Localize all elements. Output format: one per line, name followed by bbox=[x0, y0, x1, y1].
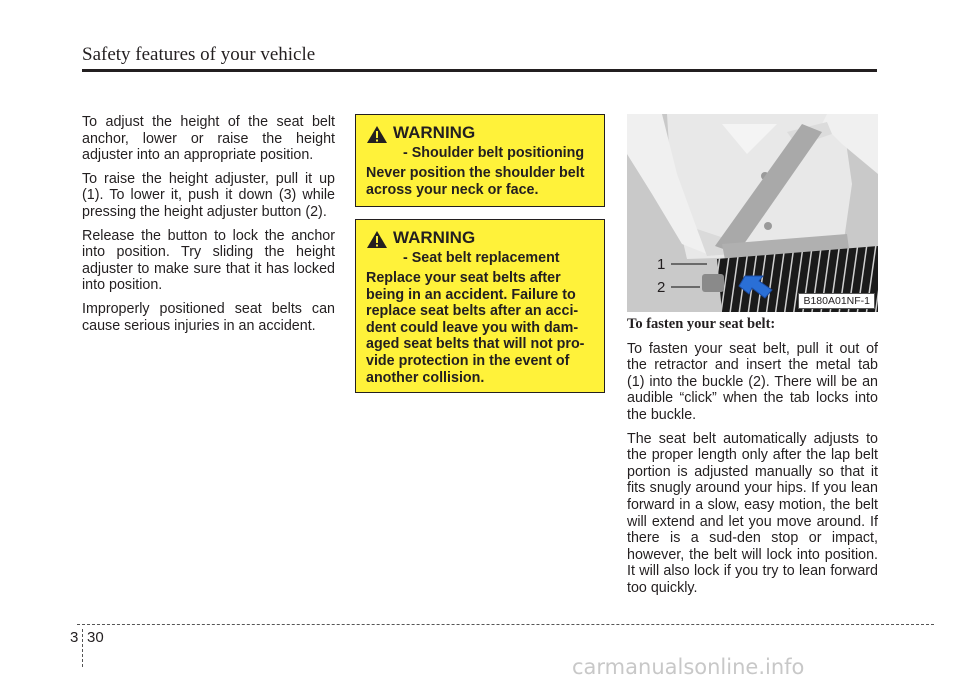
seat-belt-illustration bbox=[627, 114, 878, 312]
paragraph: To adjust the height of the seat belt anchor, lower or raise the height adjuster into an appropriate position. bbox=[82, 114, 335, 164]
callout-2-label: 2 bbox=[657, 279, 666, 296]
warning-header bbox=[366, 228, 595, 250]
section-number: 3 bbox=[70, 629, 79, 646]
warning-body: Replace your seat belts after being in an accident. Failure to replace seat belts after an acci-dent could leave you with dam-aged seat belts that will not pro-vide protection in the event of another collision. bbox=[366, 270, 585, 386]
subheading: To fasten your seat belt: bbox=[627, 316, 776, 332]
page-header-title: Safety features of your vehicle bbox=[82, 44, 316, 65]
warning-title: WARNING bbox=[393, 123, 476, 142]
callout-1-label: 1 bbox=[657, 256, 666, 273]
warning-triangle-icon bbox=[367, 231, 387, 248]
watermark: carmanualsonline.info bbox=[572, 655, 805, 679]
illustration-code: B180A01NF-1 bbox=[798, 293, 875, 309]
warning-box-belt-replacement bbox=[355, 219, 605, 393]
left-column bbox=[82, 114, 335, 341]
footer-rule bbox=[77, 624, 934, 625]
warning-title: WARNING bbox=[393, 228, 476, 247]
paragraph: To raise the height adjuster, pull it up (1). To lower it, push it down (3) while pressing the height adjuster button (2). bbox=[82, 170, 335, 220]
warning-box-shoulder-belt bbox=[355, 114, 605, 207]
page-number-separator bbox=[82, 629, 83, 667]
paragraph: Improperly positioned seat belts can cause serious injuries in an accident. bbox=[82, 300, 335, 334]
seat-belt-fastening-image bbox=[627, 114, 878, 312]
warning-subtitle: - Seat belt replacement bbox=[403, 250, 560, 266]
paragraph: Release the button to lock the anchor into position. Try sliding the height adjuster to make sure that it has locked into position. bbox=[82, 227, 335, 294]
right-column bbox=[627, 316, 878, 604]
warning-header bbox=[366, 123, 595, 145]
warning-subtitle: - Shoulder belt positioning bbox=[403, 145, 585, 161]
warning-body: Never position the shoulder belt across your neck or face. bbox=[366, 165, 585, 198]
paragraph: The seat belt automatically adjusts to the proper length only after the lap belt portion is adjusted manually so that it fits snugly around your hips. If you lean forward in a slow, easy motion, the belt will extend and let you move around. If there is a sud-den stop or impact, however, the belt will lock into position. It will also lock if you try to lean forward too quickly. bbox=[627, 430, 878, 596]
paragraph: To fasten your seat belt, pull it out of the retractor and insert the metal tab (1) into the buckle (2). There will be an audible “click” when the tab locks into the buckle. bbox=[627, 340, 878, 423]
page-number: 30 bbox=[87, 629, 104, 646]
warning-triangle-icon bbox=[367, 126, 387, 143]
header-rule bbox=[82, 69, 877, 72]
